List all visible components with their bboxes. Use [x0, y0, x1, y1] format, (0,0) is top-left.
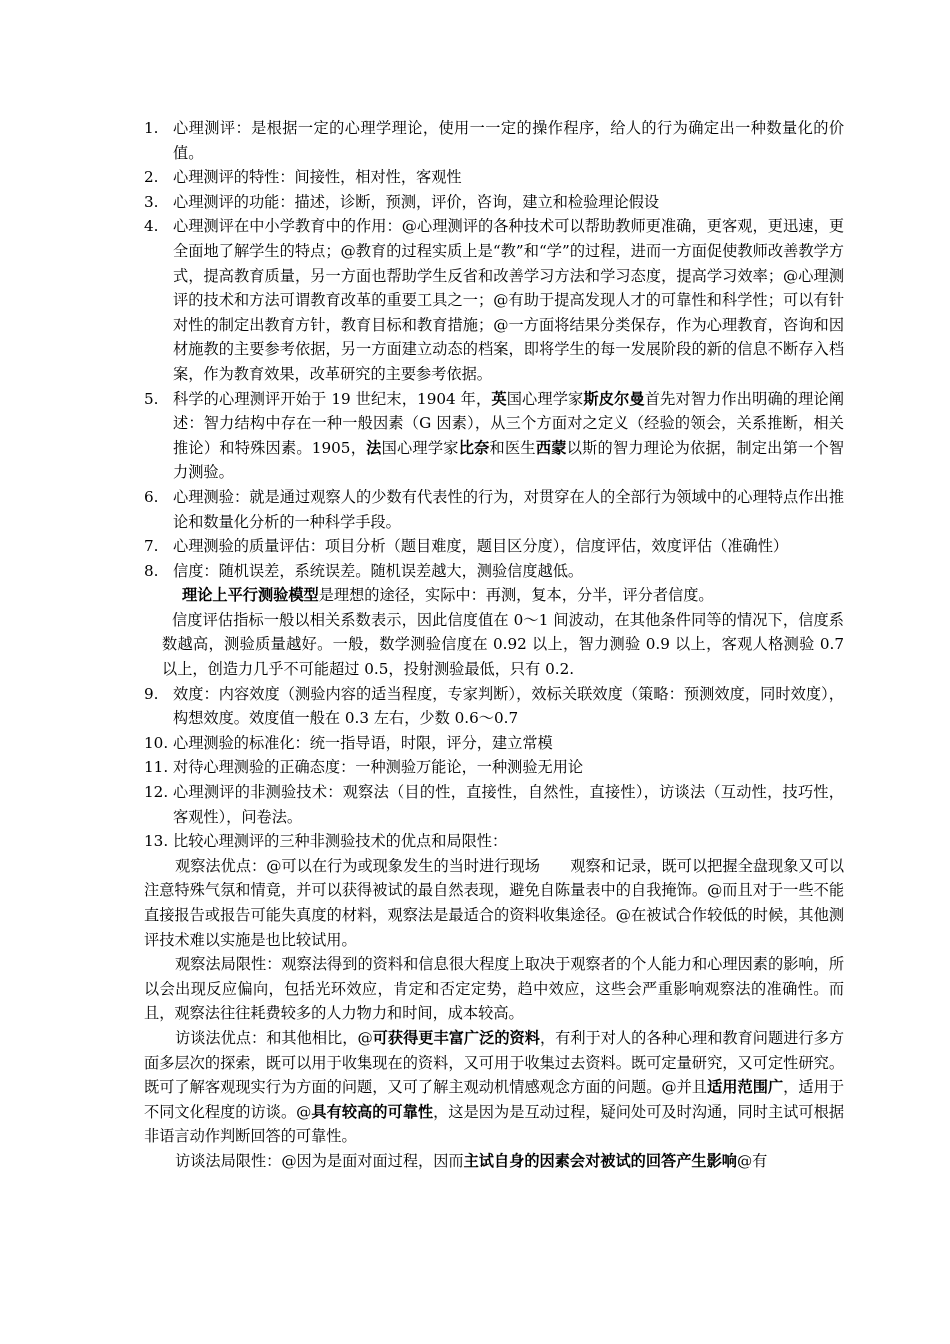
list-item — [144, 387, 844, 485]
list-text: 心理测验：就是通过观察人的少数有代表性的行为，对贯穿在人的全部行为领域中的心理特点作出推论和数量化分析的一种科学手段。 — [173, 487, 844, 531]
list-number: 11. — [144, 758, 169, 777]
list-item — [144, 755, 844, 780]
list-number: 9. — [144, 684, 159, 703]
list-number: 10. — [144, 733, 169, 752]
list-item — [144, 116, 844, 165]
list-text: 心理测评的非测验技术：观察法（目的性，直接性，自然性，直接性），访谈法（互动性，技巧性，客观性），问卷法。 — [173, 783, 844, 826]
document-page — [144, 116, 844, 1174]
list-text: 对待心理测验的正确态度：一种测验万能论，一种测验无用论 — [173, 758, 584, 777]
list-item — [144, 214, 844, 386]
list-text: 心理测评在中小学教育中的作用：@心理测评的各种技术可以帮助教师更准确，更客观，更迅速，更全面地了解学生的特点；@教育的过程实质上是“教”和“学”的过程，进而一方面促使教师改善教学方式，提高教育质量，另一方面也帮助学生反省和改善学习方法和学习态度，提高学习效率；@心理测评的技术和方法可谓教育改革的重要工具之一；@有助于提高发现人才的可靠性和科学性；可以有针对性的制定出教育方针，教育目标和教育措施；@一方面将结果分类保存，作为心理教育，咨询和因材施教的主要参考依据，另一方面建立动态的档案，即将学生的每一发展阶段的新的信息不断存入档案，作为教育效果，改革研究的主要参考依据。 — [173, 217, 844, 383]
list-number: 8. — [144, 561, 159, 580]
list-number: 13. — [144, 832, 169, 851]
list-item — [144, 731, 844, 756]
list-text: 比较心理测评的三种非测验技术的优点和局限性： — [173, 832, 508, 851]
list-number: 7. — [144, 537, 159, 556]
list-number: 2. — [144, 168, 159, 187]
list-number: 3. — [144, 192, 159, 211]
item8-subline: 理论上平行测验模型是理想的途径，实际中：再测，复本，分半，评分者信度。 — [182, 586, 714, 605]
list-item — [144, 829, 844, 854]
list-text: 心理测评的特性：间接性，相对性，客观性 — [173, 168, 462, 187]
item8-continuation: 信度评估指标一般以相关系数表示，因此信度值在 0～1 间波动，在其他条件同等的情况下，信度系数越高，测验质量越好。一般，数学测验信度在 0.92 以上，智力测验 0.9 以上，客观人格测验 0.7 以上，创造力几乎不可能超过 0.5，投射测验最低，只有 0.2. — [162, 610, 844, 679]
list-item — [144, 780, 844, 829]
paragraph-observation-advantages: 观察法优点：@可以在行为或现象发生的当时进行现场 观察和记录，既可以把握全盘现象又可以注意特殊气氛和情竟，并可以获得被试的最自然表现，避免自陈量表中的自我掩饰。@而且对于一些不能直接报告或报告可能失真度的材料，观察法是最适合的资料收集途径。@在被试合作较低的时候，其他测评技术难以实施是也比较试用。 — [144, 856, 844, 949]
list-item — [144, 165, 844, 190]
bold-term: 理论上平行测验模型 — [182, 586, 319, 605]
list-text: 心理测验的质量评估：项目分析（题目难度，题目区分度），信度评估，效度评估（准确性） — [173, 537, 789, 556]
list-text: 心理测验的标准化：统一指导语，时限，评分，建立常模 — [173, 733, 553, 752]
list-item — [144, 485, 844, 534]
list-item — [144, 682, 844, 731]
list-item — [144, 190, 844, 215]
list-text: 心理测评：是根据一定的心理学理论，使用一一定的操作程序，给人的行为确定出一种数量化的价值。 — [173, 119, 844, 162]
list-item — [144, 534, 844, 559]
list-text: 效度：内容效度（测验内容的适当程度，专家判断），效标关联效度（策略：预测效度，同时效度），构想效度。效度值一般在 0.3 左右，少数 0.6～0.7 — [173, 684, 844, 728]
list-text: 心理测评的功能：描述，诊断，预测，评价，咨询，建立和检验理论假设 — [173, 192, 659, 211]
list-number: 6. — [144, 487, 159, 506]
paragraph-interview-limitations: 访谈法局限性：@因为是面对面过程，因而主试自身的因素会对被试的回答产生影响@有 — [175, 1151, 768, 1170]
list-item — [144, 559, 844, 584]
list-text: 信度：随机误差，系统误差。随机误差越大，测验信度越低。 — [173, 561, 584, 580]
list-number: 5. — [144, 389, 159, 408]
paragraph-interview-advantages: 访谈法优点：和其他相比，@可获得更丰富广泛的资料，有利于对人的各种心理和教育问题进行多方面多层次的探索，既可以用于收集现在的资料，又可用于收集过去资料。既可定量研究，又可定性研究。既可了解客观现实行为方面的问题，又可了解主观动机情感观念方面的问题。@并且适用范围广，适用于不同文化程度的访谈。@具有较高的可靠性，这是因为是互动过程，疑问处可及时沟通，同时主试可根据非语言动作判断回答的可靠性。 — [144, 1028, 845, 1146]
list-number: 12. — [144, 783, 169, 802]
list-number: 1. — [144, 119, 159, 137]
list-number: 4. — [144, 217, 159, 236]
paragraph-observation-limitations: 观察法局限性：观察法得到的资料和信息很大程度上取决于观察者的个人能力和心理因素的影响，所以会出现反应偏向，包括光环效应，肯定和否定定势，趋中效应，这些会严重影响观察法的准确性。而且，观察法往往耗费较多的人力物力和时间，成本较高。 — [144, 955, 844, 1023]
list-text: 科学的心理测评开始于 19 世纪末，1904 年，英国心理学家斯皮尔曼首先对智力作出明确的理论阐述：智力结构中存在一种一般因素（G 因素），从三个方面对之定义（经验的领会，关系推断，相关推论）和特殊因素。1905，法国心理学家比奈和医生西蒙以斯的智力理论为依据，制定出第一个智力测验。 — [173, 389, 845, 482]
